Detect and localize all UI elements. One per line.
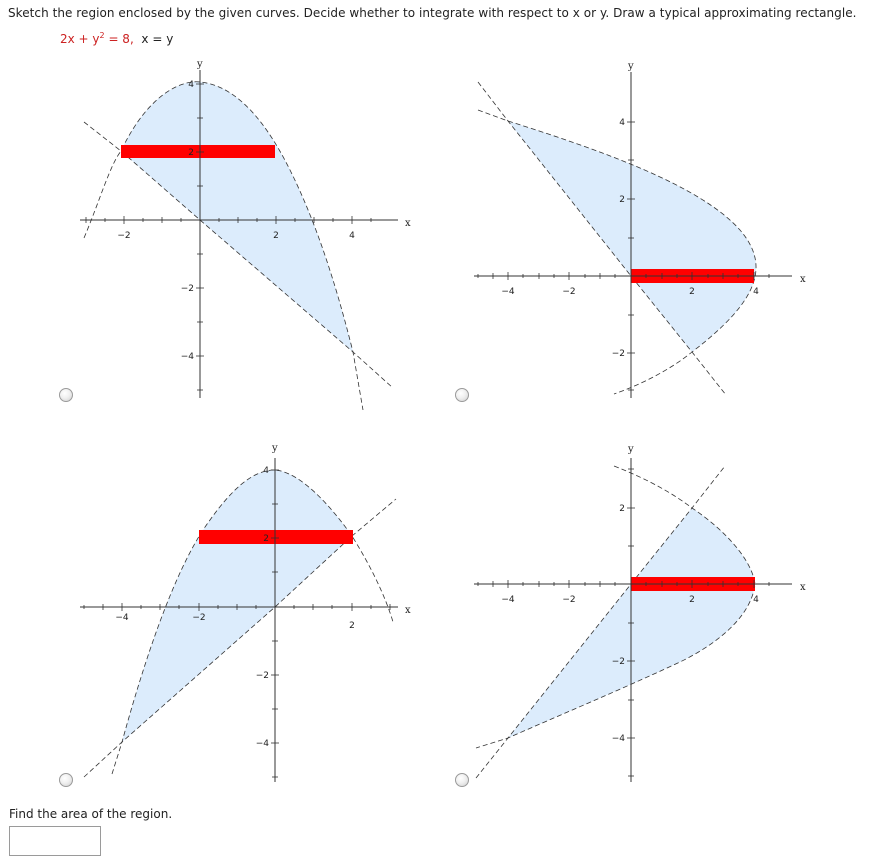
equation-exponent: 2 (99, 31, 105, 40)
y-tick-label: 4 (619, 118, 625, 128)
equation-part-2: = 8, (104, 32, 134, 46)
x-tick-label: −2 (562, 287, 576, 297)
y-tick-label: 2 (263, 534, 269, 544)
shaded-region (508, 121, 756, 352)
x-tick-label: −4 (501, 287, 515, 297)
radio-option-a[interactable] (59, 388, 73, 402)
x-axis-label: x (405, 218, 411, 229)
x-tick-label: −2 (192, 613, 206, 623)
y-axis-label: y (197, 59, 203, 70)
x-axis-label: x (800, 582, 806, 593)
y-tick-label: 2 (619, 195, 625, 205)
x-tick-label: 2 (349, 621, 355, 631)
radio-option-c[interactable] (59, 773, 73, 787)
area-question-label: Find the area of the region. (9, 807, 173, 821)
x-tick-label: −4 (501, 595, 515, 605)
radio-option-d[interactable] (455, 773, 469, 787)
x-tick-label: 2 (689, 595, 695, 605)
instructions-text: Sketch the region enclosed by the given curves. Decide whether to integrate with respect to x or y. Draw a typical approximating rectangle. (8, 6, 857, 20)
y-axis-label: y (628, 444, 634, 455)
x-tick-label: 2 (689, 287, 695, 297)
y-tick-label: −4 (611, 734, 625, 744)
y-tick-label: −2 (611, 349, 625, 359)
equation-part-1: 2x + y (60, 32, 100, 46)
y-tick-label: −2 (180, 284, 194, 294)
shaded-region (121, 82, 353, 352)
y-tick-label: −4 (180, 352, 194, 362)
x-tick-label: −2 (117, 231, 131, 241)
x-tick-label: 4 (753, 287, 759, 297)
approximating-rectangle (199, 530, 353, 544)
y-tick-label: 2 (619, 504, 625, 514)
y-tick-label: −2 (611, 657, 625, 667)
x-tick-label: −4 (115, 613, 129, 623)
y-tick-label: 2 (188, 148, 194, 158)
x-tick-label: 4 (753, 595, 759, 605)
x-axis-label: x (405, 605, 411, 616)
graph-option-b (465, 55, 825, 410)
equation-text (60, 31, 173, 46)
x-axis-label: x (800, 274, 806, 285)
y-axis-label: y (628, 61, 634, 72)
graph-option-c (70, 440, 430, 795)
x-tick-label: 2 (273, 231, 279, 241)
x-tick-label: 4 (349, 231, 355, 241)
radio-option-b[interactable] (455, 388, 469, 402)
graph-option-d (465, 440, 825, 795)
y-tick-label: 4 (263, 466, 269, 476)
graph-option-a (70, 55, 430, 410)
approximating-rectangle (121, 145, 275, 158)
area-answer-input[interactable] (9, 826, 101, 856)
y-tick-label: −4 (255, 739, 269, 749)
y-axis-label: y (272, 443, 278, 454)
y-tick-label: −2 (255, 671, 269, 681)
y-tick-label: 4 (188, 80, 194, 90)
equation-part-3: x = y (141, 32, 174, 46)
x-tick-label: −2 (562, 595, 576, 605)
